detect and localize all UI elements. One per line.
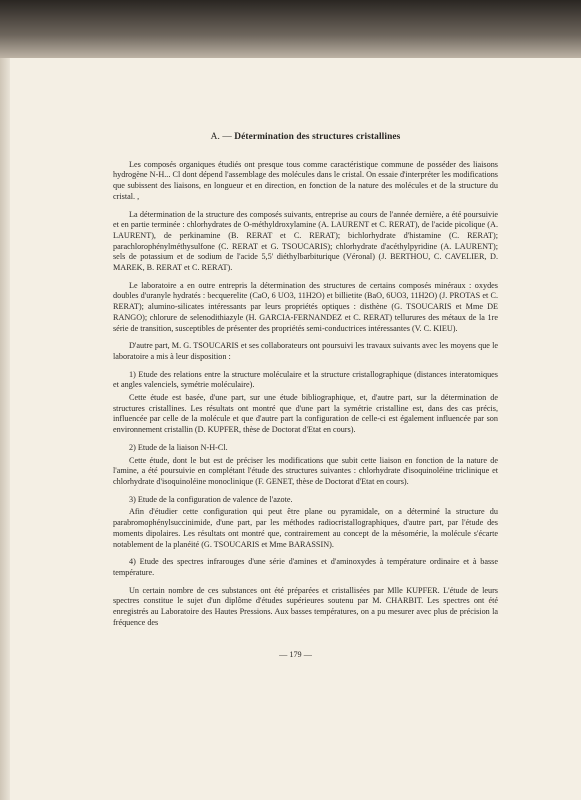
paragraph: Afin d'étudier cette configuration qui peut être plane ou pyramidale, on a déterminé la structure du parabromophénylsuccinimide, d'une part, par les méthodes radiocristallographiques, d'autre part, par l'étude des moments dipolaires. Les résultats ont montré que, contrairement au concept de la mésomérie, la molécule s'écarte notablement de la planéité (G. TSOUCARIS et Mme BARASSIN). <box>113 507 498 549</box>
paragraph: Le laboratoire a en outre entrepris la détermination des structures de certains composés minéraux : oxydes doubles d'uranyle hydratés : becquerelite (CaO, 6 UO3, 11H2O) et billietite (BaO, 6UO3, 11H2O) (J. PROTAS et C. RERAT); alumino-silicates intéressants par leurs propriétés optiques : disthène (G. TSOUCARIS et Mme DE RANGO); chlorure de selenodithiazyle (H. GARCIA-FERNANDEZ et C. RERAT) tellurures des métaux de la 1re série de transition, susceptibles de présenter des propriétés semi-conductrices intéressantes (V. C. KIEU). <box>113 280 498 333</box>
paragraph: Un certain nombre de ces substances ont été préparées et cristallisées par Mlle KUPFER. L'étude de leurs spectres constitue le sujet d'un diplôme d'études supérieures soutenu par M. CHARBIT. Les spectres ont été enregistrés au Laboratoire des Hautes Pressions. Aux basses températures, on a pu mesurer avec plus de précision la fréquence des <box>113 585 498 627</box>
section-heading <box>113 132 498 143</box>
section-prefix: A. — <box>210 132 232 142</box>
page-body <box>113 132 498 635</box>
paragraph: 2) Etude de la liaison N-H-Cl. <box>129 442 228 452</box>
paragraph: 4) Etude des spectres infrarouges d'une série d'amines et d'aminoxydes à température ordinaire et à basse température. <box>113 557 498 577</box>
paragraph: Cette étude, dont le but est de préciser les modifications que subit cette liaison en fonction de la nature de l'amine, a été poursuivie en complétant l'étude des structures suivantes : chlorhydrate d'isoquinoléine triclinique et chlorhydrate d'isoquinoléine monoclinique (F. GENET, thèse de Doctorat d'Etat en cours). <box>113 455 498 486</box>
paragraph: D'autre part, M. G. TSOUCARIS et ses collaborateurs ont poursuivi les travaux suivants avec les moyens que le laboratoire a mis à leur disposition : <box>113 341 498 361</box>
page-number: — 179 — <box>279 650 312 659</box>
scanner-shadow-left <box>0 58 10 800</box>
paragraph: Cette étude est basée, d'une part, sur une étude bibliographique, et, d'autre part, sur la détermination de structures cristallines. Les résultats ont montré que d'une part la symétrie cristalline est, dans des cas précis, influencée par celle de la molécule et que d'autre part la configuration de celle-ci est également influencée par son environnement cristallin (D. KUPFER, thèse de Doctorat d'Etat en cours). <box>113 393 498 435</box>
document-page <box>10 58 581 800</box>
scanner-shadow-top <box>0 0 581 58</box>
section-title: Détermination des structures cristallines <box>234 132 401 142</box>
paragraph: 3) Etude de la configuration de valence de l'azote. <box>129 494 293 504</box>
paragraph: Les composés organiques étudiés ont presque tous comme caractéristique commune de posséder des liaisons hydrogène N-H... Cl dont dépend l'assemblage des molécules dans le cristal. On essaie d'interpréter les modifications que subissent des liaisons, en longueur et en direction, en fonction de la nature des molécules et de la structure du cristal. , <box>113 159 498 201</box>
paragraph: La détermination de la structure des composés suivants, entreprise au cours de l'année dernière, a été poursuivie et en partie terminée : chlorhydrates de O-méthyldroxylamine (A. LAURENT et C. RERAT), de l'acide picolique (A. LAURENT), de perkinamine (B. RERAT et C. RERAT); bichlorhydrate d'histamine (C. RERAT); parachlorophénylméthysulfone (C. RERAT et G. TSOUCARIS); chlorhydrate d'acéthylpyridine (A. LAURENT); sels de potassium et de sodium de l'acide 5,5' diéthylbarbiturique (Véronal) (J. BERTHOU, C. CAVELIER, D. MAREK, B. RERAT et C. RERAT). <box>113 209 498 273</box>
paragraph: 1) Etude des relations entre la structure moléculaire et la structure cristallographique (distances interatomiques et angles valenciels, symétrie moléculaire). <box>113 369 498 390</box>
